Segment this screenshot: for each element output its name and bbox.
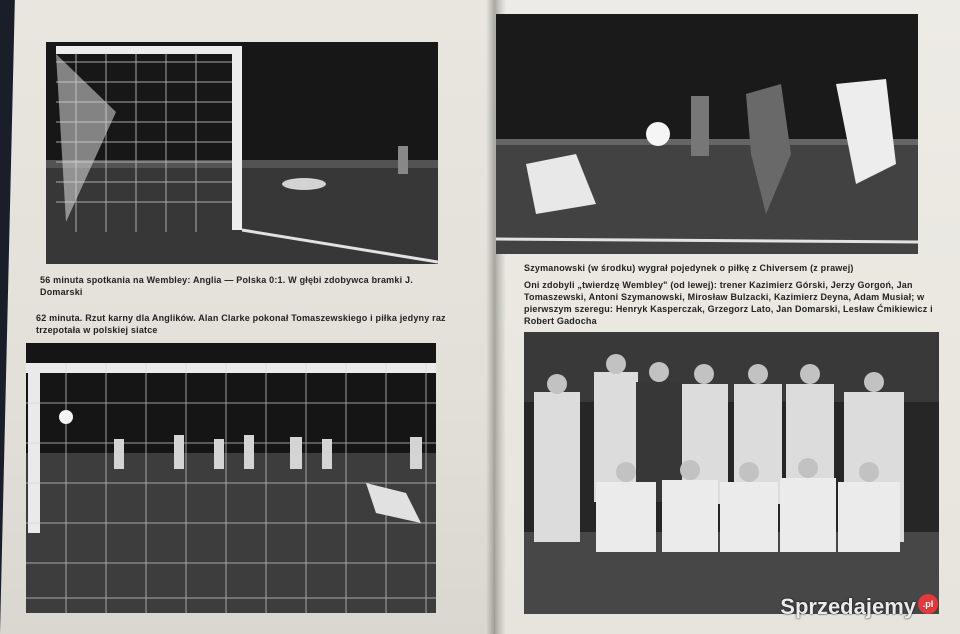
caption-top-left: 56 minuta spotkania na Wembley: Anglia — Polska 0:1. W głębi zdobywca bramki J. Domarski bbox=[40, 275, 413, 297]
caption-top-right: Szymanowski (w środku) wygrał pojedynek o piłkę z Chiversem (z prawej) bbox=[524, 263, 854, 273]
watermark-text: Sprzedajemy bbox=[780, 594, 916, 619]
caption-mid-right: Oni zdobyli „twierdzę Wembley" (od lewej): trener Kazimierz Górski, Jerzy Gorgoń, Jan Tomaszewski, Antoni Szymanowski, Mirosław Bulzacki, Kazimierz Deyna, Adam Musiał; w pierwszym szeregu: Henryk Kasperczak, Grzegorz Lato, Jan Domarski, Lesław Ćmikiewicz i Robert Gadocha bbox=[524, 280, 933, 326]
photo-duel bbox=[496, 14, 918, 254]
photo-team bbox=[524, 332, 939, 614]
caption-mid-left: 62 minuta. Rzut karny dla Anglików. Alan Clarke pokonał Tomaszewskiego i piłka jedyny raz trzepotała w polskiej siatce bbox=[36, 313, 446, 335]
watermark-badge-icon: .pl bbox=[918, 594, 938, 614]
photo-goal-wembley bbox=[46, 42, 438, 264]
watermark bbox=[780, 594, 938, 620]
photo-penalty bbox=[26, 343, 436, 613]
